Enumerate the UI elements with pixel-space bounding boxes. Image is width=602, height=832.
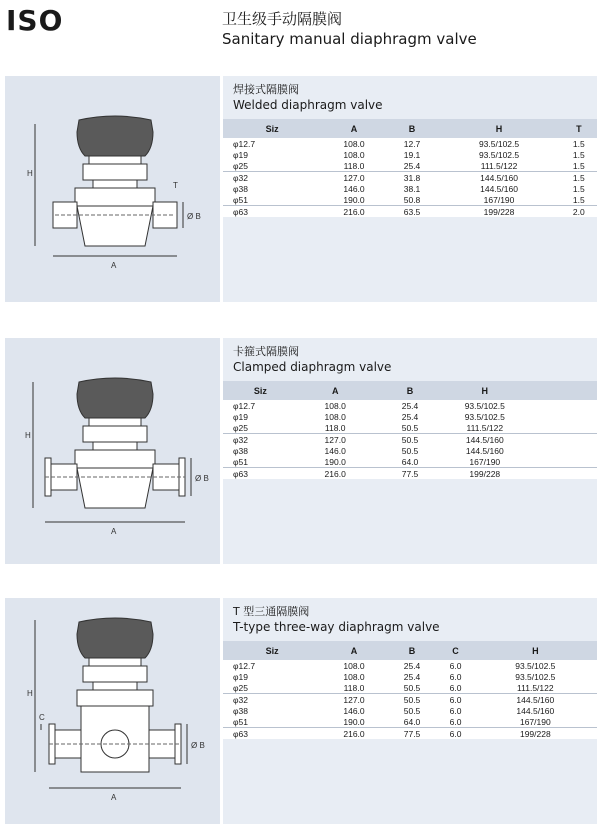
cell: 144.5/160 [474, 694, 597, 706]
cell: 1.5 [572, 138, 585, 149]
cell: 111.5/122 [466, 422, 504, 433]
cell: 25.4 [401, 411, 419, 422]
cell: 25.4 [403, 671, 421, 682]
section-title [223, 338, 597, 381]
cell: 108.0 [324, 400, 346, 411]
clamped-valve-drawing [5, 338, 220, 564]
cell: 50.5 [401, 422, 419, 433]
cell-empty [522, 445, 597, 456]
col-header: A [321, 119, 386, 138]
cell: φ25 [233, 160, 248, 171]
cell-empty [522, 434, 597, 446]
dim-h-label: H [27, 689, 33, 698]
cell: φ12.7 [233, 138, 256, 149]
table-row [223, 456, 597, 468]
cell: 50.8 [403, 194, 421, 205]
cell-empty [522, 422, 597, 434]
col-header: Siz [223, 641, 321, 660]
welded-spec-panel [223, 76, 597, 302]
cell: φ38 [233, 183, 248, 194]
cell: φ32 [223, 172, 321, 184]
cell: φ19 [233, 149, 248, 160]
table-row [223, 694, 597, 706]
cell: 93.5/102.5 [515, 671, 556, 682]
cell: 199/228 [447, 468, 522, 480]
cell: 144.5/160 [480, 183, 518, 194]
cell: 146.0 [343, 705, 365, 716]
cell: 63.5 [387, 206, 438, 218]
section-title-en: T-type three-way diaphragm valve [233, 620, 440, 634]
section-title-cn: 焊接式隔膜阀 [233, 83, 299, 96]
dim-h-label: H [25, 431, 31, 440]
col-header: H [437, 119, 560, 138]
cell: 50.5 [401, 445, 419, 456]
welded-valve-drawing [5, 76, 220, 302]
cell: 118.0 [343, 160, 365, 171]
cell: 50.5 [403, 682, 421, 693]
cell: 6.0 [437, 694, 473, 706]
cell: φ12.7 [233, 400, 256, 411]
col-header: H [447, 381, 522, 400]
cell: 1.5 [561, 172, 597, 184]
table-row [223, 660, 597, 671]
cell-empty [522, 400, 597, 411]
table-header-row [223, 641, 597, 660]
cell: 31.8 [387, 172, 438, 184]
table-header-row [223, 381, 597, 400]
dim-a-label: A [111, 793, 117, 802]
cell: 108.0 [343, 149, 365, 160]
cell: 6.0 [437, 728, 473, 740]
cell: 118.0 [343, 682, 365, 693]
cell-empty [522, 468, 597, 480]
table-row [223, 671, 597, 682]
cell: 6.0 [449, 682, 462, 693]
cell: 108.0 [324, 411, 346, 422]
cell: 216.0 [298, 468, 373, 480]
cell: 93.5/102.5 [464, 400, 505, 411]
section-title-cn: T 型三通隔膜阀 [233, 605, 310, 618]
cell: 50.5 [373, 434, 448, 446]
table-row [223, 716, 597, 728]
cell: 77.5 [387, 728, 438, 740]
col-header-empty [522, 381, 597, 400]
cell: φ63 [223, 206, 321, 218]
cell: 108.0 [343, 138, 365, 149]
cell: 25.4 [403, 660, 421, 671]
col-header: Siz [223, 381, 298, 400]
cell: 50.5 [403, 705, 421, 716]
col-header: Siz [223, 119, 321, 138]
clamped-spec-panel [223, 338, 597, 564]
cell: 93.5/102.5 [515, 660, 556, 671]
cell: 1.5 [572, 194, 585, 205]
table-row [223, 411, 597, 422]
section-title [223, 598, 597, 641]
dim-b-label: Ø B [191, 741, 205, 750]
cell: φ51 [233, 194, 248, 205]
table-header-row [223, 119, 597, 138]
table-row [223, 160, 597, 172]
cell: 1.5 [572, 149, 585, 160]
cell: φ32 [223, 694, 321, 706]
cell-empty [522, 456, 597, 468]
clamped-valve-icon [5, 338, 220, 564]
cell: 127.0 [321, 172, 386, 184]
dim-b-label: Ø B [195, 474, 209, 483]
dim-a-label: A [111, 261, 117, 270]
table-row [223, 149, 597, 160]
col-header: C [437, 641, 473, 660]
cell: 216.0 [321, 728, 386, 740]
cell: 25.4 [403, 160, 421, 171]
page-title-en: Sanitary manual diaphragm valve [222, 30, 477, 48]
cell: 108.0 [343, 660, 365, 671]
cell: 6.0 [449, 660, 462, 671]
table-row [223, 705, 597, 716]
cell: 216.0 [321, 206, 386, 218]
cell: 50.5 [387, 694, 438, 706]
cell: 199/228 [474, 728, 597, 740]
cell: 111.5/122 [517, 682, 554, 693]
cell: φ25 [233, 422, 248, 433]
cell: 93.5/102.5 [478, 138, 520, 149]
cell: 127.0 [321, 694, 386, 706]
cell: φ38 [233, 705, 248, 716]
dim-b-label: Ø B [187, 212, 201, 221]
cell: 144.5/160 [447, 434, 522, 446]
cell: 12.7 [403, 138, 421, 149]
table-row [223, 445, 597, 456]
cell: 118.0 [324, 422, 346, 433]
table-row [223, 434, 597, 446]
section-title-en: Clamped diaphragm valve [233, 360, 392, 374]
cell: 64.0 [403, 716, 421, 727]
col-header: B [373, 381, 448, 400]
cell: 2.0 [561, 206, 597, 218]
col-header: A [298, 381, 373, 400]
cell: φ63 [223, 468, 298, 480]
t-type-valve-icon [5, 598, 220, 824]
t-type-valve-drawing [5, 598, 220, 824]
cell: 108.0 [343, 671, 365, 682]
cell: 1.5 [572, 160, 585, 171]
cell: 25.4 [401, 400, 419, 411]
cell: 38.1 [403, 183, 421, 194]
brand-logo: ISO [6, 4, 64, 37]
cell: 167/190 [469, 456, 501, 467]
t-type-spec-panel [223, 598, 597, 824]
table-row [223, 172, 597, 184]
col-header: T [561, 119, 597, 138]
dim-c-label: C [39, 713, 45, 722]
section-title-cn: 卡箍式隔膜阀 [233, 345, 299, 358]
cell: φ51 [233, 716, 248, 727]
clamped-spec-table [223, 381, 597, 479]
cell: 111.5/122 [480, 160, 518, 171]
dim-a-label: A [111, 527, 117, 536]
cell: 6.0 [449, 671, 462, 682]
cell: 190.0 [324, 456, 346, 467]
cell: 127.0 [298, 434, 373, 446]
dim-h-label: H [27, 169, 33, 178]
cell: 1.5 [572, 183, 585, 194]
cell: φ12.7 [233, 660, 256, 671]
col-header: B [387, 119, 438, 138]
table-row [223, 138, 597, 149]
table-row [223, 728, 597, 740]
col-header: H [474, 641, 597, 660]
cell: 93.5/102.5 [478, 149, 520, 160]
dim-t-label: T [173, 181, 178, 190]
cell: φ38 [233, 445, 248, 456]
cell: φ32 [223, 434, 298, 446]
cell: 190.0 [343, 194, 365, 205]
section-title-en: Welded diaphragm valve [233, 98, 383, 112]
cell: 144.5/160 [465, 445, 504, 456]
cell: 167/190 [483, 194, 515, 205]
page-title-cn: 卫生级手动隔膜阀 [222, 10, 343, 28]
cell: 64.0 [401, 456, 419, 467]
cell: 144.5/160 [437, 172, 560, 184]
cell: φ19 [233, 411, 248, 422]
cell: 167/190 [519, 716, 551, 727]
table-row [223, 194, 597, 206]
section-t-type [5, 598, 597, 824]
cell: 190.0 [343, 716, 365, 727]
welded-spec-table [223, 119, 597, 217]
col-header: B [387, 641, 438, 660]
table-row [223, 206, 597, 218]
t-type-spec-table [223, 641, 597, 739]
section-clamped [5, 338, 597, 564]
cell: φ19 [233, 671, 248, 682]
cell: φ51 [233, 456, 248, 467]
col-header: A [321, 641, 386, 660]
table-row [223, 422, 597, 434]
cell: 93.5/102.5 [464, 411, 505, 422]
cell-empty [522, 411, 597, 422]
cell: φ63 [223, 728, 321, 740]
cell: φ25 [233, 682, 248, 693]
cell: 144.5/160 [516, 705, 555, 716]
cell: 77.5 [373, 468, 448, 480]
cell: 199/228 [437, 206, 560, 218]
cell: 6.0 [449, 716, 462, 727]
cell: 146.0 [343, 183, 365, 194]
welded-valve-icon [5, 76, 220, 302]
cell: 19.1 [403, 149, 421, 160]
section-welded [5, 76, 597, 302]
cell: 6.0 [449, 705, 462, 716]
table-row [223, 183, 597, 194]
table-row [223, 682, 597, 694]
table-row [223, 400, 597, 411]
table-row [223, 468, 597, 480]
cell: 146.0 [324, 445, 346, 456]
section-title [223, 76, 597, 119]
